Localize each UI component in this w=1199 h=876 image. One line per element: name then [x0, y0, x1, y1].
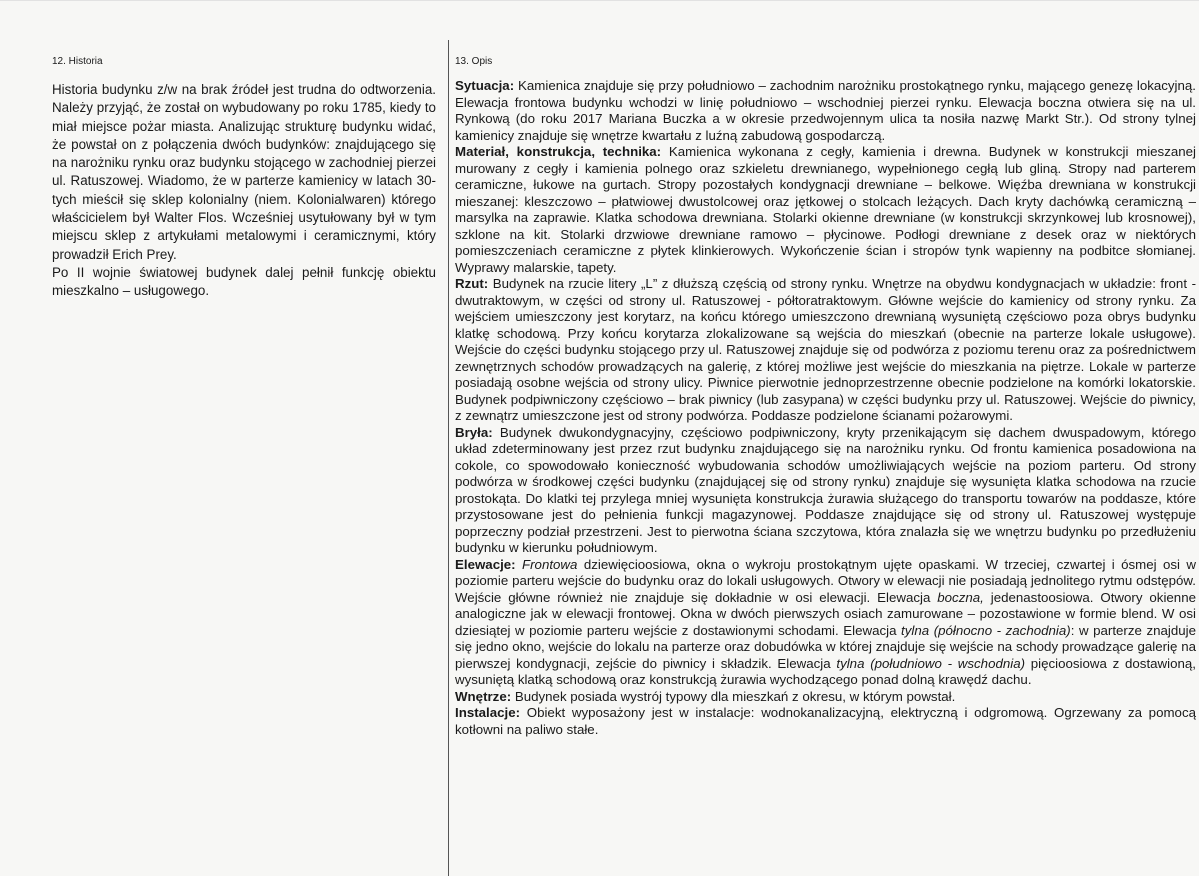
history-column [52, 56, 436, 301]
section-label: Materiał, konstrukcja, technika: [455, 144, 662, 159]
history-paragraph-2: Po II wojnie światowej budynek dalej pełnił funkcję obiektu mieszkalno – usługowego. [52, 264, 436, 299]
italic-term: tylna (południowo - wschodnia) [836, 655, 1026, 671]
section-text: Budynek posiada wystrój typowy dla mieszkań z okresu, w którym powstał. [511, 688, 956, 704]
description-header: 13. Opis [455, 56, 493, 67]
column-divider [448, 40, 449, 876]
section-rzut [455, 276, 1196, 425]
section-label: Sytuacja: [455, 78, 515, 93]
history-paragraph-1: Historia budynku z/w na brak źródeł jest trudna do odtworzenia. Należy przyjąć, że został on wybudowany po roku 1785, kiedy to miał miejsce pożar miasta. Analizując strukturę budynku widać, że powstał on z połączenia dwóch budynków: znajdującego się na narożniku rynku oraz budynku stojącego w zachodniej pierzei ul. Ratuszowej. Wiadomo, że w parterze kamienicy w latach 30-tych mieścił się sklep kolonialny (niem. Kolonialwaren) którego właścicielem był Walter Flos. Wcześniej usytułowany był w tym miejscu sklep z artykułami metalowymi i ceramicznymi, który prowadził Erich Prey. [52, 82, 436, 262]
italic-term: boczna, [937, 589, 984, 605]
section-wnetrze [455, 689, 1196, 706]
section-label: Wnętrze: [455, 688, 512, 704]
history-header: 12. Historia [52, 56, 103, 67]
section-label: Bryła: [455, 424, 493, 440]
section-elewacje [455, 557, 1196, 689]
italic-term: Frontowa [522, 556, 578, 572]
section-label: Elewacje: [455, 556, 516, 572]
description-column [455, 56, 1196, 738]
section-label: Rzut: [455, 276, 489, 291]
section-text: pięcioosiowa z dostawioną, wysuniętą klatką schodową oraz konstrukcją żurawia wychodzącego ponad dolną krawędź dachu. [455, 655, 1196, 687]
section-bryla [455, 425, 1196, 557]
section-text: Obiekt wyposażony jest w instalacje: wodnokanalizacyjną, elektryczną i odgromową. Ogrzewany za pomocą kotłowni na paliwo stałe. [455, 705, 1196, 737]
section-text: Budynek dwukondygnacyjny, częściowo podpiwniczony, kryty przenikającym się dachem dwuspadowym, którego układ zdeterminowany jest przez rzut budynku znajdującego się na narożniku rynku. Od frontu kamienica posadowiona na cokole, co spowodowało konieczność wybudowania schodów umożliwiających wejście na poziom parteru. Od strony podwórza w środkowej części budynku (znajdującej się od strony rynku) znajduje się wysunięta klatka schodowa na rzucie prostokąta. Do klatki tej przylega mniej wysunięta konstrukcja żurawia służącego do transportu towarów na poddasze, które przystosowane jest do pełnienia funkcji magazynowej. Poddasze znajdujące się od strony ul. Ratuszowej występuje poprzeczny podział przestrzeni. Jest to pierwotna ściana szczytowa, która znalazła się we wnętrzu budynku po przedłużeniu budynku w kierunku południowym. [455, 424, 1196, 555]
section-text: Kamienica wykonana z cegły, kamienia i drewna. Budynek w konstrukcji mieszanej murowany z cegły i kamienia polnego oraz szkieletu drewnianego, wypełnionego cegłą lub gliną. Stropy nad parterem ceramiczne, łukowe na gurtach. Stropy pozostałych kondygnacji drewniane – belkowe. Więźba drewniana w konstrukcji mieszanej: kleszczowo – płatwiowej dwustolcowej oraz jętkowej o stolcach leżących. Dach kryty dachówką ceramiczną – marsylka na zaprawie. Klatka schodowa drewniana. Stolarki okienne drewniane (w konstrukcji skrzynkowej lub krosnowej), szklone na kit. Stolarki drzwiowe drewniane ramowo – płycinowe. Podłogi drewniane z desek oraz w niektórych pomieszczeniach ceramiczne z płytek klinkierowych. Wykończenie ścian i stropów tynk wapienny na podbitce słomianej. Wyprawy malarskie, tapety. [455, 144, 1196, 275]
section-material [455, 144, 1196, 276]
section-instalacje [455, 705, 1196, 738]
section-label: Instalacje: [455, 705, 521, 720]
section-text: Budynek na rzucie litery „L” z dłuższą częścią od strony rynku. Wnętrze na obydwu kondygnacjach w układzie: front - dwutraktowym, w części od strony ul. Ratuszowej - półtoratraktowym. Główne wejście do kamienicy od strony rynku. Za wejściem umieszczony jest korytarz, na końcu którego umieszczono drewnianą wysuniętą częściowo poza obrys budynku klatkę schodową. Przy końcu korytarza zlokalizowane są wejścia do mieszkań (obecnie na parterze lokale usługowe). Wejście do części budynku stojącego przy ul. Ratuszowej znajduje się od podwórza z poziomu terenu oraz za pośrednictwem zewnętrznych schodów prowadzących na galerię, z której możliwe jest wejście do mieszkania na piętrze. Lokale w parterze posiadają osobne wejścia od strony ulicy. Piwnice pierwotnie jednoprzestrzenne obecnie podzielone na komórki lokatorskie. Budynek podpiwniczony częściowo – brak piwnicy (lub zasypana) w części budynku przy ul. Ratuszowej. Wejście do piwnicy, z zewnątrz umieszczone jest od strony podwórza. Poddasze podzielone ścianami pożarowymi. [455, 276, 1196, 423]
page-edge [0, 0, 1199, 1]
italic-term: tylna (północno - zachodnia) [901, 622, 1071, 638]
section-text: Kamienica znajduje się przy południowo – zachodnim narożniku prostokątnego rynku, mającego genezę lokacyjną. Elewacja frontowa budynku wchodzi w linię południowo – wschodniej pierzei rynku. Elewacja boczna otwiera się na ul. Rynkową (do roku 2017 Mariana Buczka a w okresie przedwojennym ulica ta nosiła nazwę Markt Str.). Od strony tylnej kamienicy znajduje się wnętrze kwartału z luźną zabudową gospodarczą. [455, 78, 1196, 143]
section-text: jedenastoosiowa. Otwory okienne analogiczne jak w elewacji frontowej. Okna w dwóch pierwszych osiach zamurowane – pozostawione w formie blend. W osi dziesiątej w poziomie parteru wejście z dostawionymi schodami. Elewacja [455, 589, 1196, 638]
section-sytuacja [455, 78, 1196, 144]
section-text: dziewięcioosiowa, okna o wykroju prostokątnym ujęte opaskami. W trzeciej, czwartej i ósmej osi w poziomie parteru wejście do budynku oraz do lokali usługowych. Otwory w elewacji nie posiadają jednolitego rytmu odstępów. Wejście główne również nie znajduje się dokładnie w osi elewacji. Elewacja [455, 556, 1196, 605]
section-text: : w parterze znajduje się jedno okno, wejście do lokalu na parterze oraz dobudówka w której znajduje się wejście na schody prowadzące galerię na pierwszej kondygnacji, zejście do piwnicy i składzik. Elewacja [455, 622, 1196, 671]
